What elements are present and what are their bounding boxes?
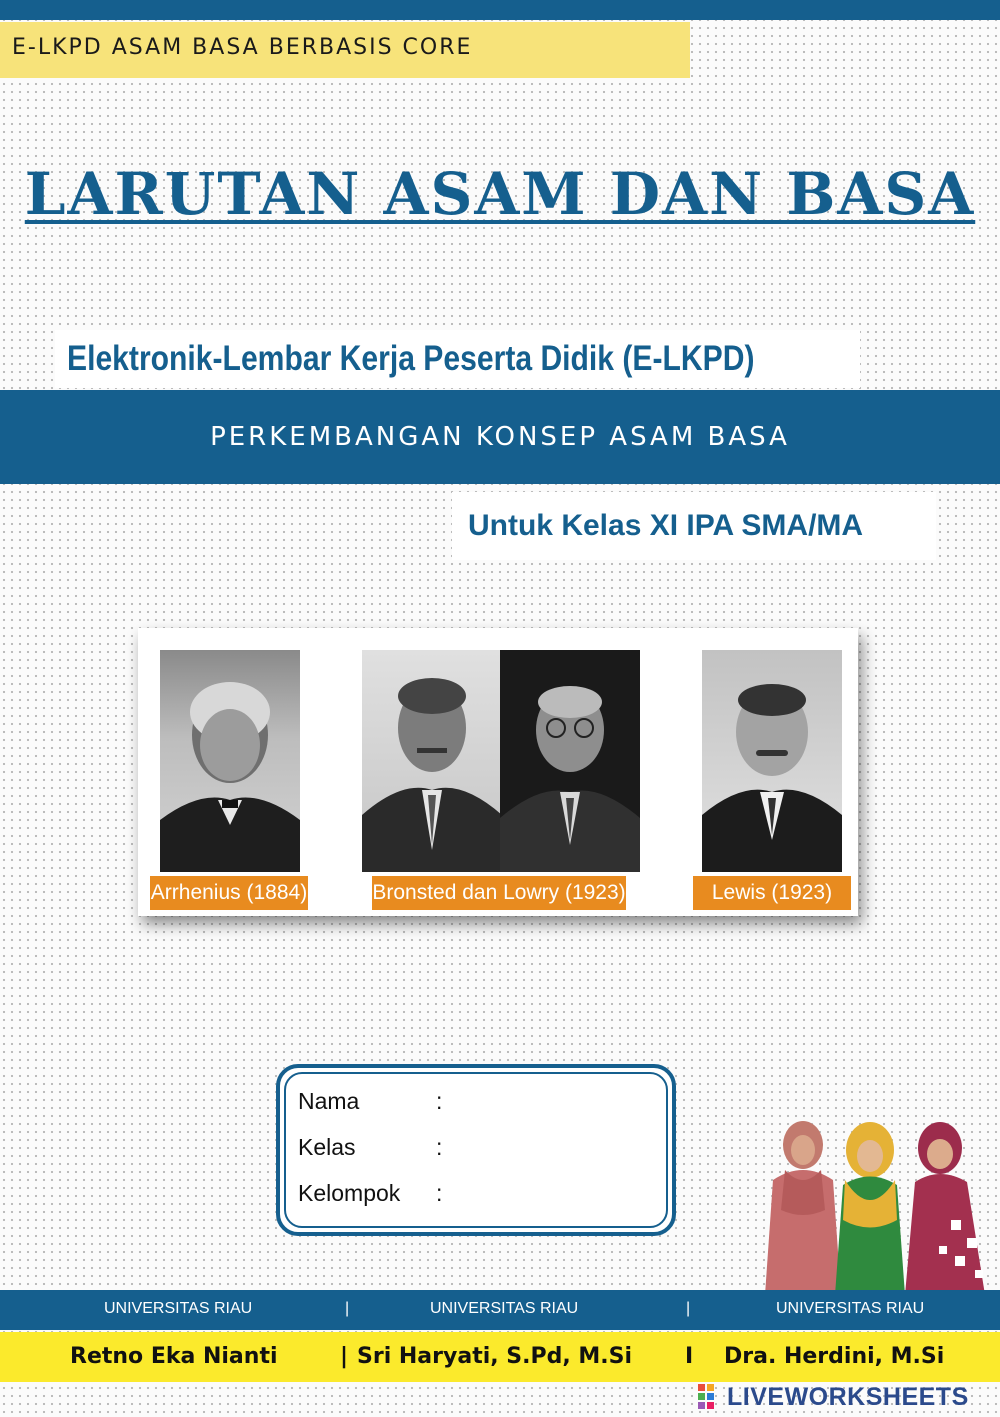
field-label: Nama <box>298 1088 360 1114</box>
field-kelompok[interactable] <box>298 1180 443 1207</box>
authors-photo <box>755 1110 1000 1295</box>
student-identity-box <box>276 1064 676 1236</box>
field-kelas[interactable] <box>298 1134 443 1161</box>
lewis-portrait <box>702 650 842 872</box>
separator: | <box>345 1300 350 1317</box>
subtitle: Elektronik-Lembar Kerja Peserta Didik (E-LKPD) <box>67 339 755 378</box>
topic-title: PERKEMBANGAN KONSEP ASAM BASA <box>210 422 790 452</box>
page-title: LARUTAN ASAM DAN BASA <box>24 160 976 228</box>
header-tag: E-LKPD ASAM BASA BERBASIS CORE <box>0 22 690 78</box>
field-colon: : <box>436 1088 443 1114</box>
authors-band <box>0 1332 1000 1382</box>
liveworksheets-logo[interactable] <box>697 1382 969 1412</box>
field-colon: : <box>436 1180 443 1206</box>
caption-bronsted-lowry: Bronsted dan Lowry (1923) <box>372 876 626 910</box>
caption-lewis: Lewis (1923) <box>693 876 851 910</box>
university-label: UNIVERSITAS RIAU <box>430 1300 579 1317</box>
scientist-portraits <box>138 628 858 916</box>
liveworksheets-icon <box>697 1382 723 1412</box>
subtitle-box <box>55 330 860 388</box>
field-label: Kelas <box>298 1134 356 1160</box>
university-band <box>0 1290 1000 1330</box>
author-name: Retno Eka Nianti <box>70 1344 278 1369</box>
author-name: Sri Haryati, S.Pd, M.Si <box>357 1344 632 1369</box>
field-nama[interactable] <box>298 1088 443 1115</box>
university-label: UNIVERSITAS RIAU <box>104 1300 253 1317</box>
field-label: Kelompok <box>298 1180 401 1206</box>
separator: | <box>686 1300 691 1317</box>
top-stripe <box>0 0 1000 20</box>
caption-arrhenius: Arrhenius (1884) <box>150 876 308 910</box>
audience-label: Untuk Kelas XI IPA SMA/MA <box>452 492 936 560</box>
lowry-portrait <box>500 650 640 872</box>
separator: | <box>340 1344 349 1369</box>
watermark-text: LIVEWORKSHEETS <box>727 1383 969 1411</box>
arrhenius-portrait <box>160 650 300 872</box>
bronsted-portrait <box>362 650 502 872</box>
separator: I <box>685 1344 694 1369</box>
author-name: Dra. Herdini, M.Si <box>724 1344 945 1369</box>
topic-band <box>0 390 1000 484</box>
field-colon: : <box>436 1134 443 1160</box>
university-label: UNIVERSITAS RIAU <box>776 1300 925 1317</box>
